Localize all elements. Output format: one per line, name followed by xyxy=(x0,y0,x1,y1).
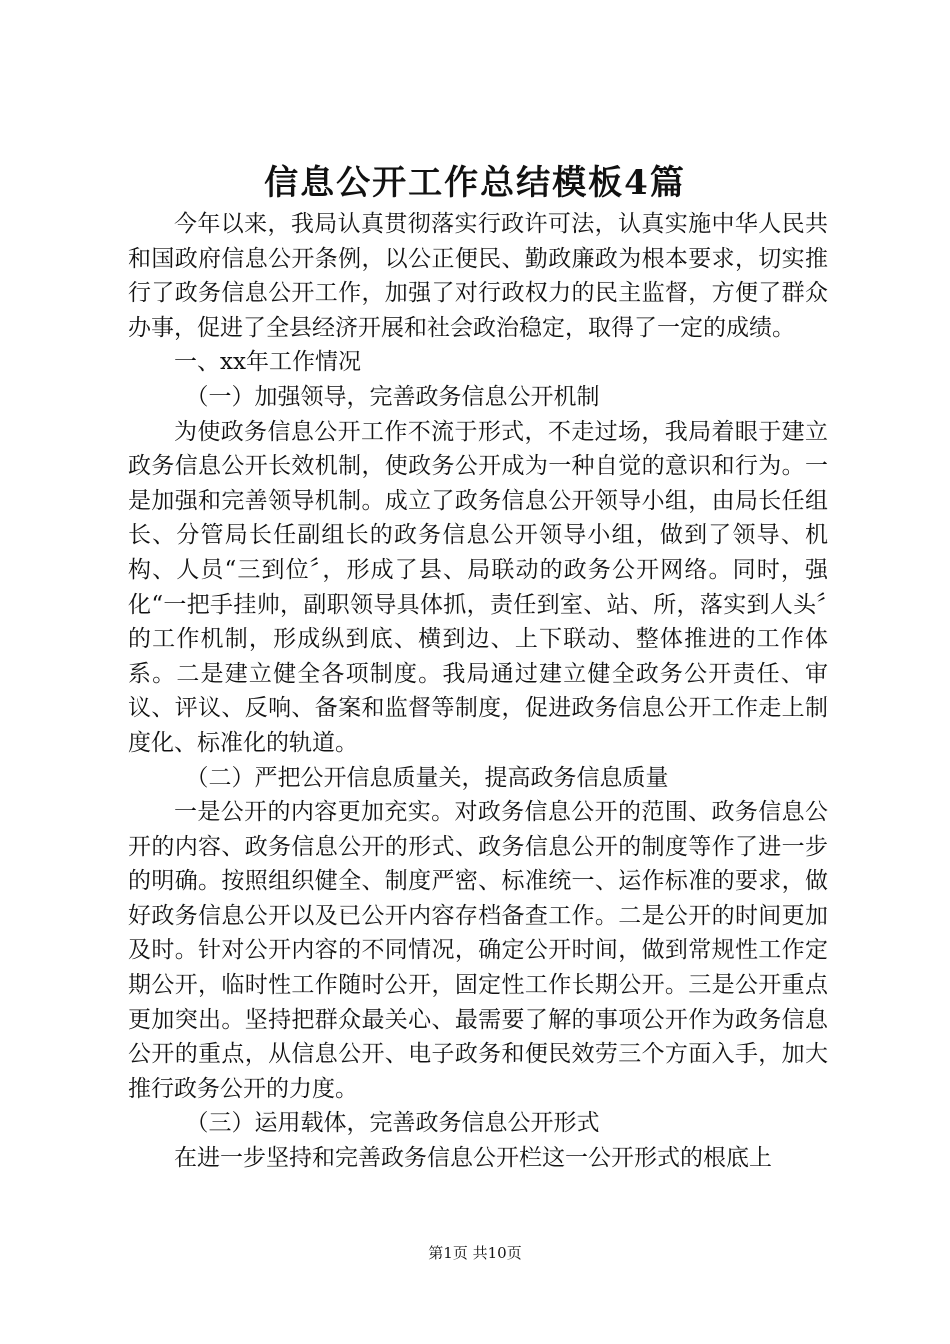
body-paragraph-1: 为使政务信息公开工作不流于形式，不走过场，我局着眼于建立政务信息公开长效机制，使政务公开成为一种自觉的意识和行为。一是加强和完善领导机制。成立了政务信息公开领导小组，由局长任组长、分管局长任副组长的政务信息公开领导小组，做到了领导、机构、人员“三到位〞，形成了县、局联动的政务公开网络。同时，强化“一把手挂帅，副职领导具体抓，责任到室、站、所，落实到人头〞的工作机制，形成纵到底、横到边、上下联动、整体推进的工作体系。二是建立健全各项制度。我局通过建立健全政务公开责任、审议、评议、反响、备案和监督等制度，促进政务信息公开工作走上制度化、标准化的轨道。 xyxy=(128,418,828,756)
subsection-heading-2: （二）严把公开信息质量关，提高政务信息质量 xyxy=(185,764,669,791)
page-footer: 第1页 共10页 xyxy=(428,1244,522,1262)
body-paragraph-3: 在进一步坚持和完善政务信息公开栏这一公开形式的根底上 xyxy=(174,1145,772,1172)
document-title: 信息公开工作总结模板4篇 xyxy=(264,163,686,203)
section-heading: 一、xx年工作情况 xyxy=(174,349,361,376)
intro-paragraph: 今年以来，我局认真贯彻落实行政许可法，认真实施中华人民共和国政府信息公开条例，以公正便民、勤政廉政为根本要求，切实推行了政务信息公开工作，加强了对行政权力的民主监督，方便了群众办事，促进了全县经济开展和社会政治稳定，取得了一定的成绩。 xyxy=(128,211,828,341)
document-body xyxy=(128,207,828,1176)
body-paragraph-2: 一是公开的内容更加充实。对政务信息公开的范围、政务信息公开的内容、政务信息公开的形式、政务信息公开的制度等作了进一步的明确。按照组织健全、制度严密、标准统一、运作标准的要求，做好政务信息公开以及已公开内容存档备查工作。二是公开的时间更加及时。针对公开内容的不同情况，确定公开时间，做到常规性工作定期公开，临时性工作随时公开，固定性工作长期公开。三是公开重点更加突出。坚持把群众最关心、最需要了解的事项公开作为政务信息公开的重点，从信息公开、电子政务和便民效劳三个方面入手，加大推行政务公开的力度。 xyxy=(128,799,828,1102)
subsection-heading-3: （三）运用载体，完善政务信息公开形式 xyxy=(185,1110,600,1137)
subsection-heading-1: （一）加强领导，完善政务信息公开机制 xyxy=(185,383,600,410)
